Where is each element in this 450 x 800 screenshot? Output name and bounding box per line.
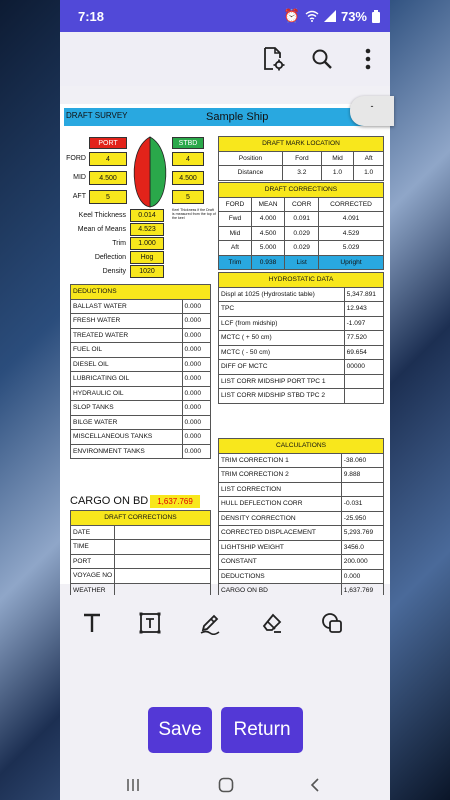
table-cell: -25.950 — [341, 511, 383, 526]
table-cell: FRESH WATER — [71, 314, 183, 329]
table-cell: MISCELLANEOUS TANKS — [71, 430, 183, 445]
table-cell: BALLAST WATER — [71, 299, 183, 314]
table-cell: 4.091 — [319, 212, 384, 227]
row-label-mid: MID — [73, 174, 86, 181]
return-button[interactable]: Return — [221, 707, 303, 753]
edit-toolbar — [60, 595, 390, 653]
table-header: Position — [219, 151, 283, 166]
table-cell: DEDUCTIONS — [219, 569, 342, 584]
eraser-icon[interactable] — [260, 611, 284, 635]
row-label-ford: FORD — [66, 155, 86, 162]
back-icon[interactable] — [310, 778, 320, 792]
table-cell: TREATED WATER — [71, 328, 183, 343]
table-cell: LIST CORRECTION — [219, 482, 342, 497]
table-cell: PORT — [71, 554, 115, 569]
deduction-input[interactable]: 0.000 — [182, 401, 210, 416]
deduction-input[interactable]: 0.000 — [182, 415, 210, 430]
alarm-icon: ⏰ — [283, 8, 300, 23]
deduction-input[interactable]: 0.000 — [182, 328, 210, 343]
draft-survey-document[interactable] — [60, 101, 390, 595]
app-window — [60, 32, 390, 800]
list-label: List — [285, 255, 319, 270]
document-header — [64, 108, 382, 126]
table-cell: CORRECTED DISPLACEMENT — [219, 526, 342, 541]
keel-note: Keel Thickness if the Draft is measured from the top of the keel — [172, 208, 216, 221]
deduction-input[interactable]: 0.000 — [182, 430, 210, 445]
table-cell: 4.000 — [251, 212, 284, 227]
table-cell — [341, 482, 383, 497]
deduction-input[interactable]: 0.000 — [182, 343, 210, 358]
table-cell: HULL DEFLECTION CORR — [219, 497, 342, 512]
table-cell: HYDRAULIC OIL — [71, 386, 183, 401]
table-cell: 0.029 — [285, 241, 319, 256]
table-header: CORR — [285, 197, 319, 212]
table-cell: MCTC ( - 50 cm) — [219, 345, 345, 360]
wifi-icon — [305, 10, 319, 22]
shape-tool-icon[interactable] — [320, 611, 344, 635]
collapse-handle[interactable]: - — [350, 96, 394, 126]
ship-name: Sample Ship — [206, 111, 269, 123]
draft-corrections-title: DRAFT CORRECTIONS — [219, 183, 384, 198]
table-cell: 0.091 — [285, 212, 319, 227]
table-cell: Mid — [219, 226, 252, 241]
table-cell: 5.029 — [319, 241, 384, 256]
hydro-input[interactable] — [344, 389, 383, 404]
hydro-input[interactable]: 5,347.891 — [344, 287, 383, 302]
hydro-input[interactable]: 12.943 — [344, 302, 383, 317]
deduction-input[interactable]: 0.000 — [182, 386, 210, 401]
table-cell: -0.031 — [341, 497, 383, 512]
table-cell: SLOP TANKS — [71, 401, 183, 416]
trim-label: Trim — [112, 240, 126, 247]
table-cell: 4.529 — [319, 226, 384, 241]
table-cell: 4.500 — [251, 226, 284, 241]
status-icons — [284, 8, 380, 24]
distance-mid-input[interactable]: 1.0 — [321, 166, 354, 181]
time-input[interactable] — [115, 540, 211, 555]
table-cell: 0.029 — [285, 226, 319, 241]
trim-value: 1.000 — [130, 237, 164, 250]
constant-input[interactable]: 200.000 — [341, 555, 383, 570]
pen-tool-icon[interactable] — [198, 611, 222, 635]
draft-mark-table — [218, 136, 384, 181]
hydrostatic-title: HYDROSTATIC DATA — [219, 273, 384, 288]
table-cell: MCTC ( + 50 cm) — [219, 331, 345, 346]
table-cell: ENVIRONMENT TANKS — [71, 444, 183, 459]
deductions-table — [70, 284, 211, 459]
navigation-bar — [60, 770, 390, 800]
deflection-label: Deflection — [94, 254, 126, 261]
hydro-input[interactable]: 69.654 — [344, 345, 383, 360]
stbd-header: STBD — [172, 137, 204, 149]
table-cell: LIGHTSHIP WEIGHT — [219, 540, 342, 555]
top-toolbar — [60, 32, 390, 86]
table-cell: 0.000 — [341, 569, 383, 584]
mean-of-means-label: Mean of Means — [77, 226, 126, 233]
table-cell: Distance — [219, 166, 283, 181]
signal-icon — [324, 10, 336, 22]
voyage-no-input[interactable] — [115, 569, 211, 584]
port-aft-input[interactable]: 5 — [89, 190, 127, 204]
draft-mark-title: DRAFT MARK LOCATION — [219, 137, 384, 152]
table-cell: TIME — [71, 540, 115, 555]
table-cell: CONSTANT — [219, 555, 342, 570]
port-input[interactable] — [115, 554, 211, 569]
voyage-info-title: DRAFT CORRECTIONS — [71, 511, 211, 526]
table-header: Ford — [282, 151, 321, 166]
cargo-on-board-value: 1,637.769 — [150, 495, 200, 508]
mean-of-means-value: 4.523 — [130, 223, 164, 236]
table-cell: 5,293.769 — [341, 526, 383, 541]
deduction-input[interactable]: 0.000 — [182, 357, 210, 372]
table-cell: TRIM CORRECTION 2 — [219, 468, 342, 483]
draft-corrections-table — [218, 182, 384, 270]
hydro-input[interactable]: 77.520 — [344, 331, 383, 346]
table-cell: DIESEL OIL — [71, 357, 183, 372]
table-cell: VOYAGE NO — [71, 569, 115, 584]
date-input[interactable] — [115, 525, 211, 540]
text-tool-icon[interactable] — [80, 611, 104, 635]
hydro-input[interactable]: -1.097 — [344, 316, 383, 331]
density-label: Density — [102, 268, 126, 275]
document-settings-icon[interactable] — [262, 46, 286, 72]
table-cell: WEATHER — [71, 583, 115, 598]
stbd-mid-input[interactable]: 4.500 — [172, 171, 204, 185]
home-icon[interactable] — [218, 777, 234, 793]
table-cell: LUBRICATING OIL — [71, 372, 183, 387]
table-cell: FUEL OIL — [71, 343, 183, 358]
table-cell: 1,637.769 — [341, 584, 383, 599]
recent-apps-icon[interactable] — [126, 778, 140, 792]
lightship-input[interactable]: 3456.0 — [341, 540, 383, 555]
table-cell: DENSITY CORRECTION — [219, 511, 342, 526]
port-mid-input[interactable]: 4.500 — [89, 171, 127, 185]
deduction-input[interactable]: 0.000 — [182, 299, 210, 314]
hull-diagram — [131, 136, 169, 208]
trim-label: Trim — [219, 255, 252, 270]
calculations-title: CALCULATIONS — [219, 439, 384, 454]
hydro-input[interactable] — [344, 374, 383, 389]
keel-input[interactable]: 0.014 — [130, 209, 164, 222]
distance-aft-input[interactable]: 1.0 — [354, 166, 384, 181]
trim-corrected-value: 0.938 — [251, 255, 284, 270]
table-cell: DIFF OF MCTC — [219, 360, 345, 375]
row-label-aft: AFT — [72, 193, 86, 200]
deduction-input[interactable]: 0.000 — [182, 372, 210, 387]
more-options-icon[interactable] — [356, 46, 380, 72]
deflection-value: Hog — [130, 251, 164, 264]
text-box-tool-icon[interactable] — [138, 611, 162, 635]
stbd-aft-input[interactable]: 5 — [172, 190, 204, 204]
table-header: MEAN — [251, 197, 284, 212]
table-header: FORD — [219, 197, 252, 212]
table-cell: 5.000 — [251, 241, 284, 256]
battery-percent: 73% — [340, 8, 367, 24]
table-header: CORRECTED — [319, 197, 384, 212]
table-cell: LCF (from midship) — [219, 316, 345, 331]
table-header: Aft — [354, 151, 384, 166]
table-cell: Fwd — [219, 212, 252, 227]
battery-icon — [372, 10, 380, 23]
status-time: 7:18 — [78, 9, 105, 24]
table-cell: TRIM CORRECTION 1 — [219, 453, 342, 468]
table-cell: Aft — [219, 241, 252, 256]
keel-label: Keel Thickness — [78, 212, 126, 219]
table-cell: TPC — [219, 302, 345, 317]
cargo-on-board-label: CARGO ON BD — [70, 495, 149, 507]
voyage-info-table — [70, 510, 211, 598]
deductions-title: DEDUCTIONS — [71, 285, 211, 300]
search-icon[interactable] — [310, 46, 334, 72]
table-cell: 9.888 — [341, 468, 383, 483]
hydro-input[interactable]: 00000 — [344, 360, 383, 375]
table-cell: BILGE WATER — [71, 415, 183, 430]
port-ford-input[interactable]: 4 — [89, 152, 127, 166]
stbd-ford-input[interactable]: 4 — [172, 152, 204, 166]
save-button[interactable]: Save — [148, 707, 212, 753]
list-value: Upright — [319, 255, 384, 270]
calculations-table — [218, 438, 384, 599]
table-cell: DATE — [71, 525, 115, 540]
table-header: Mid — [321, 151, 354, 166]
table-cell: LIST CORR MIDSHIP STBD TPC 2 — [219, 389, 345, 404]
port-header: PORT — [89, 137, 127, 149]
table-cell: -38.060 — [341, 453, 383, 468]
table-cell: LIST CORR MIDSHIP PORT TPC 1 — [219, 374, 345, 389]
status-bar — [60, 0, 390, 32]
hydrostatic-table — [218, 272, 384, 404]
deduction-input[interactable]: 0.000 — [182, 314, 210, 329]
deduction-input[interactable]: 0.000 — [182, 444, 210, 459]
density-input[interactable]: 1020 — [130, 265, 164, 278]
table-cell: Displ at 1025 (Hydrostatic table) — [219, 287, 345, 302]
table-cell: CARGO ON BD — [219, 584, 342, 599]
distance-ford-input[interactable]: 3.2 — [282, 166, 321, 181]
document-type: DRAFT SURVEY — [66, 111, 128, 120]
